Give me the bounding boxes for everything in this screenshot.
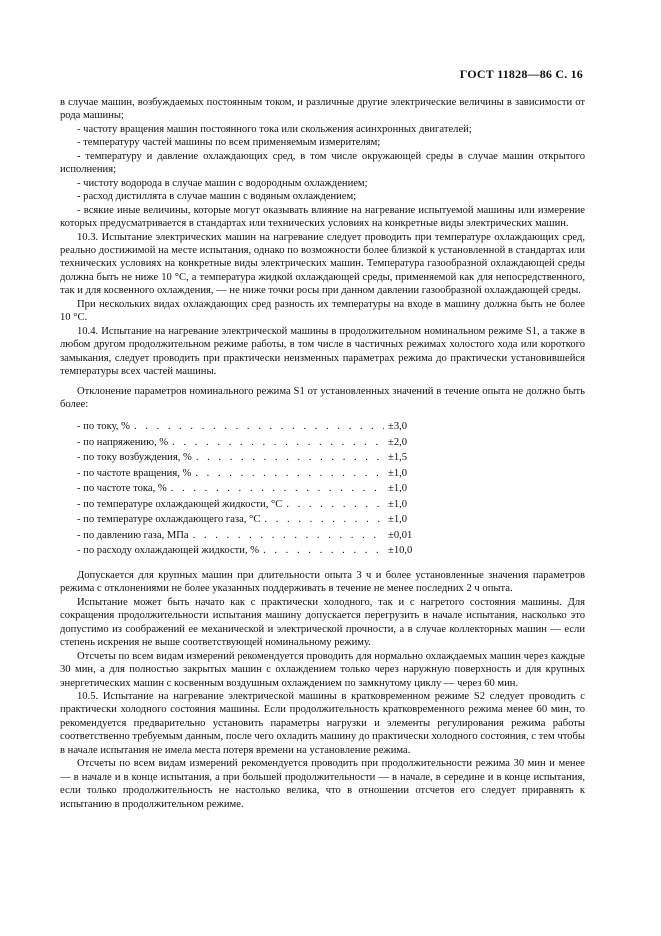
- list-item-part-temperature: - температуру частей машины по всем применяемым измерителям;: [77, 137, 381, 149]
- tolerance-label: - по частоте тока, %: [77, 483, 167, 495]
- document-body: [60, 96, 585, 811]
- paragraph-large-machines: Допускается для крупных машин при длительности опыта 3 ч и более установленные значения параметров режима с отклонениями не более указанных поддерживать в течение не менее последних 2 ч опыта.: [60, 569, 585, 595]
- tolerance-value: ±10,0: [388, 545, 413, 557]
- page-header: ГОСТ 11828—86 С. 16: [459, 67, 583, 81]
- dot-leader: [171, 482, 384, 495]
- tolerance-row: [60, 482, 430, 498]
- dot-leader: [263, 544, 384, 557]
- list-item-coolant-temperature: - температуру и давление охлаждающих сред, в том числе окружающей среды в случае машин открытого исполнения;: [60, 150, 585, 176]
- tolerance-value: ±1,0: [388, 483, 408, 495]
- tolerance-row: [60, 513, 430, 529]
- dot-leader: [172, 436, 384, 449]
- tolerance-value: ±3,0: [388, 421, 408, 433]
- tolerance-value: ±1,0: [388, 467, 408, 479]
- tolerance-label: - по частоте вращения, %: [77, 467, 192, 479]
- tolerance-value: ±2,0: [388, 436, 408, 448]
- section-10-5: 10.5. Испытание на нагревание электрической машины в кратковременном режиме S2 следует проводить с практически холодного состояния машины. Если продолжительность кратковременного режима менее 60 мин, то рекомендуется предварительно установить параметры нагрузки и элементы регулирования режима работы соответственно требуемым данным, после чего охладить машину до практически холодного состояния, с тем чтобы в начале испытания не имела места потеря времени на установление режима.: [60, 691, 585, 756]
- tolerance-row: [60, 467, 430, 483]
- dot-leader: [286, 498, 384, 511]
- tolerance-label: - по току возбуждения, %: [77, 452, 192, 464]
- section-10-3: 10.3. Испытание электрических машин на нагревание следует проводить при температуре охлаждающих сред, реально достижимой на месте испытания, однако по возможности более близкой к установленной в стандартах или технических условиях на конкретные виды электрических машин. Температура газообразной охлаждающей среды должна быть не ниже 10 °С, а температура жидкой охлаждающей среды, применяемой как для непосредственного, так и для косвенного охлаждения, — не ниже точки росы при данном давлении газообразной охлаждающей среды.: [60, 231, 585, 297]
- tolerance-label: - по току, %: [77, 421, 130, 433]
- paragraph-coolant-difference: При нескольких видах охлаждающих сред разность их температуры на входе в машину должна быть не более 10 °С.: [60, 298, 585, 324]
- paragraph-short-duty-readings: Отсчеты по всем видам измерений рекомендуется проводить при продолжительности режима 30 мин и менее — в начале и в конце испытания, а при большей продолжительности — в начале, в середине и в конце испытания, если только продолжительность не настолько велика, что в отношении отсчетов его следует приравнять к испытанию в продолжительном режиме.: [60, 758, 585, 810]
- dot-leader: [193, 529, 384, 542]
- tolerance-value: ±1,0: [388, 498, 408, 510]
- tolerance-list: [60, 420, 430, 560]
- tolerance-label: - по напряжению, %: [77, 436, 169, 448]
- section-10-4: 10.4. Испытание на нагревание электрической машины в продолжительном номинальном режиме S1, а также в любом другом продолжительном режиме работы, в том числе в частичных режимах холостого хода или короткого замыкания, следует проводить при практически неизменных параметрах режима до практически установившейся температуры всех частей машины.: [60, 325, 585, 378]
- paragraph-start-state: Испытание может быть начато как с практически холодного, так и с нагретого состояния машины. Для сокращения продолжительности испытания машину допускается перегрузить в начале испытания, насколько это допустимо из соображений ее механической и электрической прочности, а в случае коллекторных машин — если степень искрения не выше соответствующей номинальному режиму.: [60, 596, 585, 649]
- dot-leader: [195, 467, 384, 480]
- tolerance-row: [60, 529, 430, 545]
- dot-leader: [134, 420, 384, 433]
- tolerance-value: ±1,5: [388, 452, 408, 464]
- dot-leader: [264, 513, 384, 526]
- tolerance-row: [60, 498, 430, 514]
- paragraph-deviation-intro: Отклонение параметров номинального режима S1 от установленных значений в течение опыта не должно быть более:: [60, 385, 585, 410]
- tolerance-label: - по давлению газа, МПа: [77, 529, 189, 541]
- tolerance-row: [60, 420, 430, 436]
- tolerance-value: ±0,01: [388, 529, 413, 541]
- tolerance-value: ±1,0: [388, 514, 408, 526]
- list-item-hydrogen-purity: - чистоту водорода в случае машин с водородным охлаждением;: [77, 177, 368, 189]
- paragraph-reading-interval: Отсчеты по всем видам измерений рекомендуется проводить для нормально охлаждаемых машин через каждые 30 мин, а для полностью закрытых машин с охлаждением только через наружную поверхность и для крупных энергетических машин с косвенным воздушным охлаждением по замкнутому циклу — через 60 мин.: [60, 650, 585, 689]
- list-item-rotation: - частоту вращения машин постоянного тока или скольжения асинхронных двигателей;: [77, 123, 472, 135]
- tolerance-row: [60, 544, 430, 560]
- tolerance-label: - по расходу охлаждающей жидкости, %: [77, 545, 260, 557]
- tolerance-label: - по температуре охлаждающего газа, °С: [77, 514, 261, 526]
- tolerance-row: [60, 451, 430, 467]
- dot-leader: [196, 451, 384, 464]
- list-item-other-values: - всякие иные величины, которые могут оказывать влияние на нагревание испытуемой машины или измерение которых предусматривается в стандартах или технических условиях на конкретные виды электрических машин.: [60, 204, 585, 230]
- paragraph-continuation: в случае машин, возбуждаемых постоянным током, и различные другие электрические величины в зависимости от рода машины;: [60, 97, 585, 122]
- tolerance-row: [60, 436, 430, 452]
- list-item-distillate-flow: - расход дистиллята в случае машин с водяным охлаждением;: [77, 191, 357, 203]
- tolerance-label: - по температуре охлаждающей жидкости, °С: [77, 498, 283, 510]
